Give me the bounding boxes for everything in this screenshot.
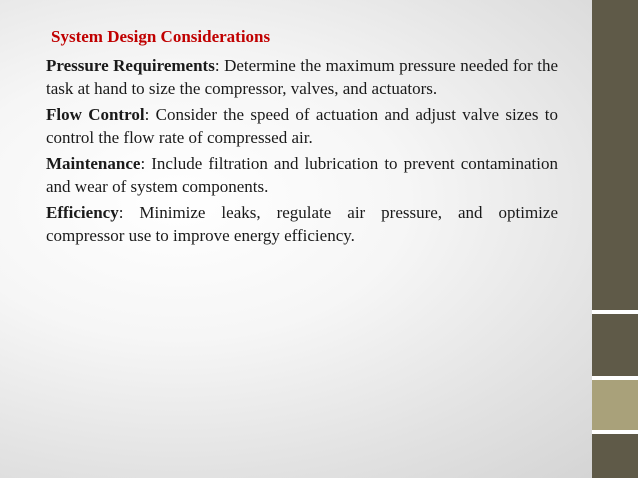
slide-title: System Design Considerations [51,27,271,46]
item-text: : Consider the speed of actuation and adjust valve sizes to control the flow rate of compressed air. [46,105,558,147]
item-term: Flow Control [46,105,145,124]
sidebar-band [592,314,638,376]
item-term: Maintenance [46,154,141,173]
item-text: : Include filtration and lubrication to prevent contamination and wear of system components. [46,154,558,196]
consideration-item [46,152,558,198]
consideration-item [46,54,558,100]
item-term: Pressure Requirements [46,56,215,75]
decorative-sidebar [592,0,638,478]
item-text: : Minimize leaks, regulate air pressure, and optimize compressor use to improve energy efficiency. [46,203,558,245]
sidebar-band [592,0,638,310]
sidebar-band [592,434,638,478]
consideration-item [46,201,558,247]
consideration-item [46,103,558,149]
item-text: : Determine the maximum pressure needed for the task at hand to size the compressor, valves, and actuators. [46,56,558,98]
sidebar-accent-band [592,380,638,430]
slide-content [46,26,558,250]
item-term: Efficiency [46,203,119,222]
